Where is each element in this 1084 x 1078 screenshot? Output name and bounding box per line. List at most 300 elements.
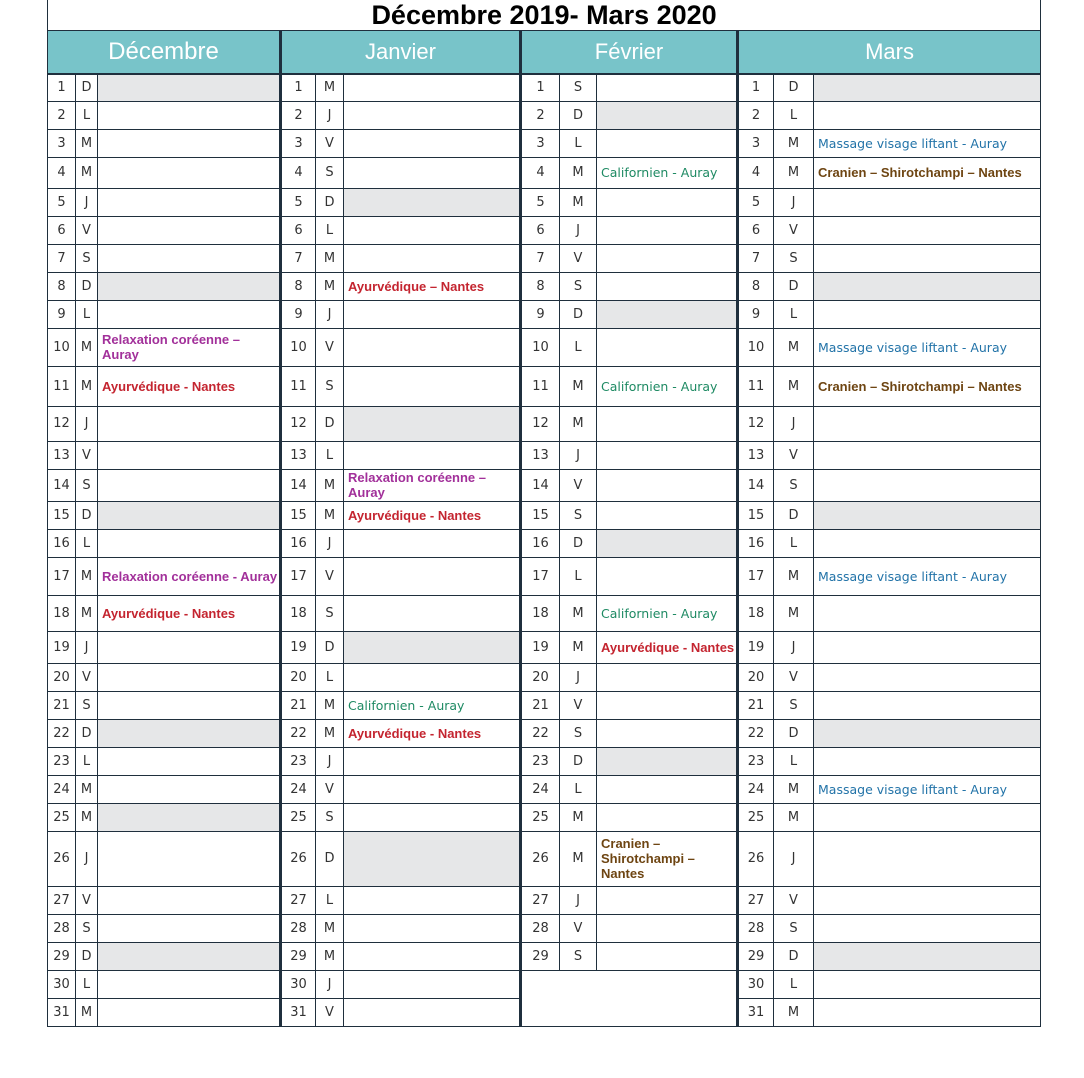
day-letter: D [560,300,597,328]
day-number: 21 [281,691,316,719]
day-letter: L [560,129,597,157]
calendar-body [48,74,1041,1026]
day-letter: S [316,595,344,631]
day-letter: M [76,129,98,157]
day-letter: M [316,501,344,529]
day-event-cell [98,501,281,529]
day-number: 6 [738,216,774,244]
event-entry: Californien - Auray [597,366,738,406]
day-letter: J [316,747,344,775]
day-number: 1 [48,74,76,101]
day-letter: V [76,441,98,469]
day-letter: J [76,406,98,441]
day-event-cell [98,831,281,886]
day-event-cell [814,469,1041,501]
day-number: 16 [281,529,316,557]
day-event-cell [344,886,521,914]
day-letter: L [316,663,344,691]
day-event-cell [597,406,738,441]
day-number: 15 [48,501,76,529]
day-letter: D [774,719,814,747]
day-number: 26 [521,831,560,886]
day-number: 2 [738,101,774,129]
day-event-cell [98,970,281,998]
day-letter: J [316,529,344,557]
day-number: 27 [281,886,316,914]
day-letter: M [560,631,597,663]
day-event-cell [344,914,521,942]
day-event-cell [344,441,521,469]
day-number: 4 [521,157,560,188]
day-number: 1 [738,74,774,101]
day-letter: M [774,595,814,631]
day-number: 5 [738,188,774,216]
day-number: 23 [521,747,560,775]
day-number: 30 [281,970,316,998]
day-number: 4 [48,157,76,188]
day-letter: V [774,216,814,244]
day-number: 12 [738,406,774,441]
day-number: 3 [48,129,76,157]
day-event-cell [344,101,521,129]
day-number: 29 [521,942,560,970]
day-number: 22 [521,719,560,747]
event-entry: Ayurvédique - Nantes [98,595,281,631]
calendar-row [48,663,1041,691]
day-letter: M [76,157,98,188]
day-letter: M [316,272,344,300]
day-event-cell [344,631,521,663]
day-number: 22 [48,719,76,747]
day-event-cell [597,886,738,914]
day-number: 15 [521,501,560,529]
day-letter: M [560,188,597,216]
day-letter: S [76,244,98,272]
day-event-cell [597,529,738,557]
day-letter: S [560,74,597,101]
calendar-title: Décembre 2019- Mars 2020 [48,0,1041,31]
day-letter: J [316,970,344,998]
day-number: 26 [281,831,316,886]
day-event-cell [814,188,1041,216]
day-letter: M [774,557,814,595]
day-letter: D [76,74,98,101]
calendar-row [48,942,1041,970]
day-number: 20 [738,663,774,691]
day-number: 8 [281,272,316,300]
day-event-cell [814,501,1041,529]
day-number: 6 [281,216,316,244]
day-number: 6 [48,216,76,244]
day-letter: M [76,595,98,631]
day-number: 21 [738,691,774,719]
day-number: 31 [738,998,774,1026]
calendar-row [48,406,1041,441]
calendar-row [48,631,1041,663]
day-letter: V [76,216,98,244]
event-entry: Californien - Auray [597,157,738,188]
calendar-row [48,157,1041,188]
month-header-fevrier: Février [521,31,738,75]
day-event-cell [597,216,738,244]
day-event-cell [597,557,738,595]
day-event-cell [814,216,1041,244]
day-letter: L [76,529,98,557]
day-letter: L [316,886,344,914]
day-letter: D [76,942,98,970]
day-number: 9 [48,300,76,328]
day-event-cell [814,272,1041,300]
day-letter: D [774,501,814,529]
day-letter: L [560,328,597,366]
day-number: 19 [521,631,560,663]
day-number: 13 [48,441,76,469]
calendar-row [48,216,1041,244]
day-number: 11 [281,366,316,406]
day-letter: M [560,803,597,831]
day-number: 4 [281,157,316,188]
day-letter: S [560,719,597,747]
day-event-cell [597,188,738,216]
day-number: 29 [738,942,774,970]
day-number: 3 [738,129,774,157]
day-letter: J [316,300,344,328]
day-letter: S [316,366,344,406]
day-event-cell [344,595,521,631]
day-letter: V [316,557,344,595]
day-letter: S [774,469,814,501]
day-event-cell [344,663,521,691]
day-letter: M [76,998,98,1026]
day-letter: V [316,775,344,803]
day-event-cell [344,998,521,1026]
day-number: 23 [738,747,774,775]
day-event-cell [597,691,738,719]
day-letter: D [76,501,98,529]
day-letter: M [316,244,344,272]
day-number: 19 [738,631,774,663]
day-event-cell [597,469,738,501]
day-number: 30 [738,970,774,998]
day-number: 19 [281,631,316,663]
day-event-cell [98,300,281,328]
day-letter: L [774,529,814,557]
day-letter: M [560,831,597,886]
day-letter: M [560,157,597,188]
calendar-row [48,300,1041,328]
day-number: 10 [281,328,316,366]
day-event-cell [98,441,281,469]
day-number: 27 [521,886,560,914]
day-letter: D [774,272,814,300]
day-event-cell [98,406,281,441]
day-number: 11 [521,366,560,406]
day-letter: J [316,101,344,129]
day-event-cell [814,631,1041,663]
day-number: 19 [48,631,76,663]
day-letter: V [76,663,98,691]
day-letter: V [774,886,814,914]
day-event-cell [344,74,521,101]
day-event-cell [814,747,1041,775]
calendar-row [48,529,1041,557]
day-event-cell [814,942,1041,970]
day-number: 7 [521,244,560,272]
day-number: 18 [738,595,774,631]
day-letter: V [560,691,597,719]
day-number: 31 [281,998,316,1026]
day-letter: D [774,74,814,101]
day-number: 12 [48,406,76,441]
event-entry: Massage visage liftant - Auray [814,775,1041,803]
day-event-cell [98,775,281,803]
day-event-cell [814,831,1041,886]
day-letter: L [76,970,98,998]
day-letter: L [76,747,98,775]
day-event-cell [814,998,1041,1026]
day-letter: S [560,942,597,970]
day-letter: M [560,406,597,441]
day-number: 16 [48,529,76,557]
day-number: 9 [738,300,774,328]
day-letter: M [76,557,98,595]
day-event-cell [814,406,1041,441]
day-event-cell [814,529,1041,557]
day-number: 29 [281,942,316,970]
day-letter: S [76,914,98,942]
day-number: 20 [281,663,316,691]
day-event-cell [98,942,281,970]
day-number: 24 [738,775,774,803]
day-event-cell [98,529,281,557]
day-letter: D [76,719,98,747]
day-letter: D [774,942,814,970]
event-entry: Ayurvédique - Nantes [98,366,281,406]
day-number: 20 [48,663,76,691]
day-number: 24 [281,775,316,803]
day-letter: V [316,998,344,1026]
day-number: 22 [281,719,316,747]
calendar-row [48,441,1041,469]
day-number: 20 [521,663,560,691]
calendar-row [48,557,1041,595]
day-number: 22 [738,719,774,747]
day-event-cell [98,998,281,1026]
day-event-cell [814,970,1041,998]
day-letter: V [316,328,344,366]
day-number: 7 [48,244,76,272]
day-letter: J [774,188,814,216]
day-letter: S [316,803,344,831]
event-entry: Massage visage liftant - Auray [814,328,1041,366]
event-entry: Relaxation coréenne - Auray [98,557,281,595]
day-letter: V [560,469,597,501]
day-event-cell [98,886,281,914]
day-number: 15 [738,501,774,529]
empty-cell [521,970,738,1026]
event-entry: Cranien – Shirotchampi – Nantes [597,831,738,886]
day-event-cell [597,942,738,970]
day-number: 21 [48,691,76,719]
day-number: 9 [281,300,316,328]
day-event-cell [344,216,521,244]
event-entry: Ayurvédique - Nantes [344,719,521,747]
calendar-row [48,366,1041,406]
day-letter: S [560,272,597,300]
day-letter: M [316,74,344,101]
month-header-decembre: Décembre [48,31,281,75]
day-number: 14 [521,469,560,501]
day-letter: D [560,101,597,129]
day-event-cell [344,366,521,406]
day-event-cell [344,942,521,970]
day-event-cell [98,157,281,188]
day-number: 16 [521,529,560,557]
calendar-row [48,970,1041,998]
day-letter: M [316,942,344,970]
day-number: 5 [48,188,76,216]
day-letter: M [560,595,597,631]
day-event-cell [344,328,521,366]
day-letter: L [774,747,814,775]
day-event-cell [98,74,281,101]
day-number: 17 [521,557,560,595]
event-entry: Ayurvédique - Nantes [344,501,521,529]
day-letter: J [76,831,98,886]
day-number: 28 [48,914,76,942]
event-entry: Cranien – Shirotchampi – Nantes [814,366,1041,406]
calendar-row [48,272,1041,300]
day-number: 10 [48,328,76,366]
day-letter: M [76,775,98,803]
day-letter: M [76,366,98,406]
day-number: 5 [281,188,316,216]
day-letter: S [774,244,814,272]
event-entry: Ayurvédique - Nantes [597,631,738,663]
day-letter: V [560,914,597,942]
day-number: 13 [521,441,560,469]
event-entry: Massage visage liftant - Auray [814,557,1041,595]
calendar-row [48,775,1041,803]
day-number: 13 [281,441,316,469]
day-event-cell [344,803,521,831]
day-number: 10 [738,328,774,366]
day-letter: L [560,557,597,595]
day-number: 25 [48,803,76,831]
day-event-cell [98,188,281,216]
day-letter: J [560,441,597,469]
day-event-cell [98,631,281,663]
day-event-cell [597,441,738,469]
day-number: 18 [521,595,560,631]
calendar-row [48,328,1041,366]
day-letter: S [76,691,98,719]
day-letter: M [774,129,814,157]
day-number: 24 [521,775,560,803]
day-number: 17 [48,557,76,595]
day-event-cell [597,803,738,831]
day-number: 23 [48,747,76,775]
day-letter: V [76,886,98,914]
day-number: 21 [521,691,560,719]
day-event-cell [344,970,521,998]
event-entry: Massage visage liftant - Auray [814,129,1041,157]
day-number: 14 [281,469,316,501]
day-event-cell [814,691,1041,719]
day-number: 25 [521,803,560,831]
day-number: 3 [521,129,560,157]
day-number: 31 [48,998,76,1026]
day-event-cell [98,747,281,775]
day-event-cell [98,469,281,501]
day-number: 17 [738,557,774,595]
day-number: 13 [738,441,774,469]
day-event-cell [344,831,521,886]
day-number: 11 [48,366,76,406]
day-event-cell [597,272,738,300]
day-number: 2 [521,101,560,129]
day-number: 18 [48,595,76,631]
day-number: 7 [738,244,774,272]
day-number: 14 [738,469,774,501]
day-number: 23 [281,747,316,775]
day-number: 27 [738,886,774,914]
day-letter: M [316,914,344,942]
day-letter: D [76,272,98,300]
day-event-cell [814,101,1041,129]
calendar-row [48,469,1041,501]
day-letter: M [774,998,814,1026]
day-number: 28 [281,914,316,942]
day-event-cell [597,663,738,691]
day-number: 14 [48,469,76,501]
event-entry: Californien - Auray [344,691,521,719]
day-letter: S [560,501,597,529]
day-letter: L [316,216,344,244]
day-event-cell [597,74,738,101]
calendar-row [48,244,1041,272]
day-letter: L [560,775,597,803]
day-number: 1 [521,74,560,101]
day-number: 10 [521,328,560,366]
calendar-row [48,691,1041,719]
day-letter: J [774,831,814,886]
day-event-cell [98,216,281,244]
day-letter: M [316,469,344,501]
day-letter: M [774,157,814,188]
calendar-row [48,74,1041,101]
day-letter: M [316,691,344,719]
day-number: 8 [48,272,76,300]
day-letter: S [774,691,814,719]
day-number: 26 [738,831,774,886]
calendar-row [48,914,1041,942]
calendar-row [48,101,1041,129]
day-event-cell [597,719,738,747]
day-event-cell [344,188,521,216]
day-letter: D [316,188,344,216]
day-number: 8 [738,272,774,300]
day-number: 15 [281,501,316,529]
day-event-cell [98,914,281,942]
day-number: 30 [48,970,76,998]
day-number: 12 [521,406,560,441]
day-number: 26 [48,831,76,886]
day-letter: L [774,101,814,129]
calendar-row [48,595,1041,631]
day-number: 27 [48,886,76,914]
day-letter: D [560,529,597,557]
